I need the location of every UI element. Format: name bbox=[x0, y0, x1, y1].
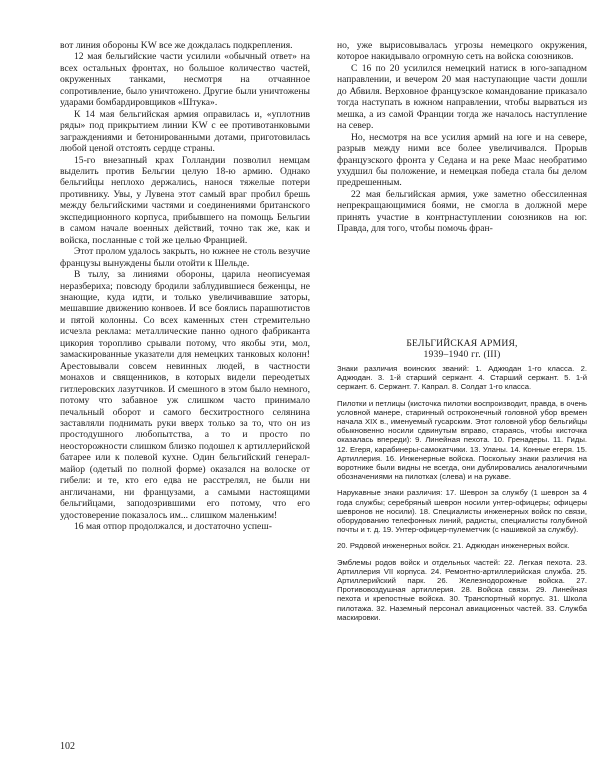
captions-title-line1: БЕЛЬГИЙСКАЯ АРМИЯ, bbox=[406, 338, 518, 349]
caption-paragraph: Нарукавные знаки различия: 17. Шеврон за службу (1 шеврон за 4 года службы; серебряный шеврон носили унтер-офицеры; офицеры шевронов не носили). 18. Специалисты инженерных войск по связи, оборудованию телефонных линий, радисты, специалисты голубиной почты и т. д. 19. Унтер-офицер-пулеметчик (с нашивкой за службу). bbox=[337, 488, 587, 535]
paragraph: вот линия обороны KW все же дождалась подкрепления. bbox=[60, 40, 293, 51]
illustration-captions bbox=[337, 338, 587, 629]
paragraph: С 16 по 20 усилился немецкий натиск в юго-западном направлении, и вечером 20 мая наступающие части дошли до Абвиля. Верховное французское командование приказало тогда наступать в южном направлении, чтобы вырваться из мешка, а из самой Франции тогда же началось наступление на север. bbox=[337, 62, 587, 132]
paragraph: 16 мая отпор продолжался, и достаточно успеш- bbox=[74, 521, 272, 533]
paragraph: Но, несмотря на все усилия армий на юге и на севере, разрыв между ними все более увеличивался. Прорыв французского фронта у Седана и на реке Маас необратимо ухудшил бы положение, и немецкая победа стала бы делом предрешенным. bbox=[337, 131, 587, 189]
caption-paragraph: Эмблемы родов войск и отдельных частей: 22. Легкая пехота. 23. Артиллерия VII корпуса. 24. Ремонтно-артиллерийская служба. 25. Артиллерийский парк. 26. Железнодорожные войска. 27. Противовоздушная артиллерия. 28. Войска связи. 29. Линейная пехота и крепостные войска. 30. Транспортный корпус. 31. Школа пилотажа. 32. Наземный персонал авиационных частей. 33. Служба маскировки. bbox=[337, 557, 587, 622]
paragraph: 12 мая бельгийские части усилили «обычный ответ» на всех остальных фронтах, но большое количество частей, окруженных танками, несмотря на отчаянное сопротивление, было уничтожено. Другие были уничтожены ударами бомбардировщиков «Штука». bbox=[60, 51, 310, 109]
paragraph: 15-го внезапный крах Голландии позволил немцам выделить против Бельгии целую 18-ю армию. Однако бельгийцы неплохо держались, нанося тяжелые потери противнику. Увы, у Лувена этот самый враг пробил брешь между бельгийскими частями и соединениями британского экспедиционного корпуса, прибывшего на помощь Бельгии в самом начале военных действий, точно так же, как и войска, посланные с той же целью Францией. bbox=[60, 154, 310, 246]
right-column bbox=[337, 40, 587, 235]
left-column bbox=[60, 40, 310, 532]
paragraph: К 14 мая бельгийская армия оправилась и, «уплотнив ряды» под прикрытием линии KW с ее противотанковыми заграждениями и бетонированными дотами, приготовилась любой ценой отстоять сердце страны. bbox=[60, 108, 310, 155]
paragraph: Этот пролом удалось закрыть, но южнее не столь везучие французы вынуждены были отойти к Шельде. bbox=[60, 246, 310, 269]
caption-paragraph: Пилотки и петлицы (кисточка пилотки воспроизводит, правда, в очень условной манере, старинный остроконечный головной убор времен начала XIX в., именуемый гусарским. Этот головной убор бельгийцы обыкновенно носили сдвинутым вправо, стараясь, чтобы кисточка оказалась впереди): 9. Линейная пехота. 10. Гренадеры. 11. Гиды. 12. Егеря, карабинеры-самокатчики. 13. Уланы. 14. Конные егеря. 15. Артиллерия. 16. Инженерные войска. Поскольку знаки различия на воротнике были видны не всегда, они дублировались аналогичными обозначениями на пилотках (слева) и на рукаве. bbox=[337, 398, 587, 482]
page-number: 102 bbox=[60, 741, 75, 752]
captions-title-line2: 1939–1940 гг. (III) bbox=[423, 349, 501, 360]
caption-paragraph: Знаки различия воинских званий: 1. Аджюдан 1-го класса. 2. Аджюдан. 3. 1-й старший сержант. 4. Старший сержант. 5. 1-й сержант. 6. Сержант. 7. Капрал. 8. Солдат 1-го класса. bbox=[337, 364, 587, 392]
paragraph: В тылу, за линиями обороны, царила неописуемая неразбериха; повсюду бродили заблудившиеся беженцы, не знающие, куда идти, и только увеличивавшие заторы, мешавшие движению конвоев. И все боялись парашютистов и пятой колонны. Со всех каменных стен стремительно исчезла реклама: металлические панно одного фабриканта цикория торопливо срывали потому, что якобы эти, мол, замаскированные указатели для немецких танковых колонн! Арестовывали совсем невинных людей, в частности монахов и священников, в которых видели переодетых гитлеровских лазутчиков. И смешного в этом было немного, потому что забавное уж слишком часто принимало печальный оборот и самого бесхитростного селянина заставляли поднимать руки вверх только за то, что он из простодушного любопытства, а то и просто по неосторожности слишком близко подошел к артиллерийской батарее или к полевой кухне. Один бельгийский генерал-майор (одетый по полной форме) оказался на волоске от гибели: и те, кто его едва не расстрелял, не были ни англичанами, ни французами, а самыми настоящими бельгийцами, заподозрившими его потому, что его удостоверение показалось им... слишком маленьким! bbox=[60, 269, 310, 521]
captions-title bbox=[337, 338, 587, 360]
paragraph: но, уже вырисовывалась угрозы немецкого окружения, которое накидывало огромную сеть на войска союзников. bbox=[337, 40, 587, 63]
paragraph: 22 мая бельгийская армия, уже заметно обессиленная непрекращающимися боями, не смогла в должной мере принять участие в контрнаступлении союзников на юг. Правда, для того, чтобы помочь фран- bbox=[337, 188, 587, 235]
caption-paragraph: 20. Рядовой инженерных войск. 21. Аджюдан инженерных войск. bbox=[337, 541, 570, 551]
